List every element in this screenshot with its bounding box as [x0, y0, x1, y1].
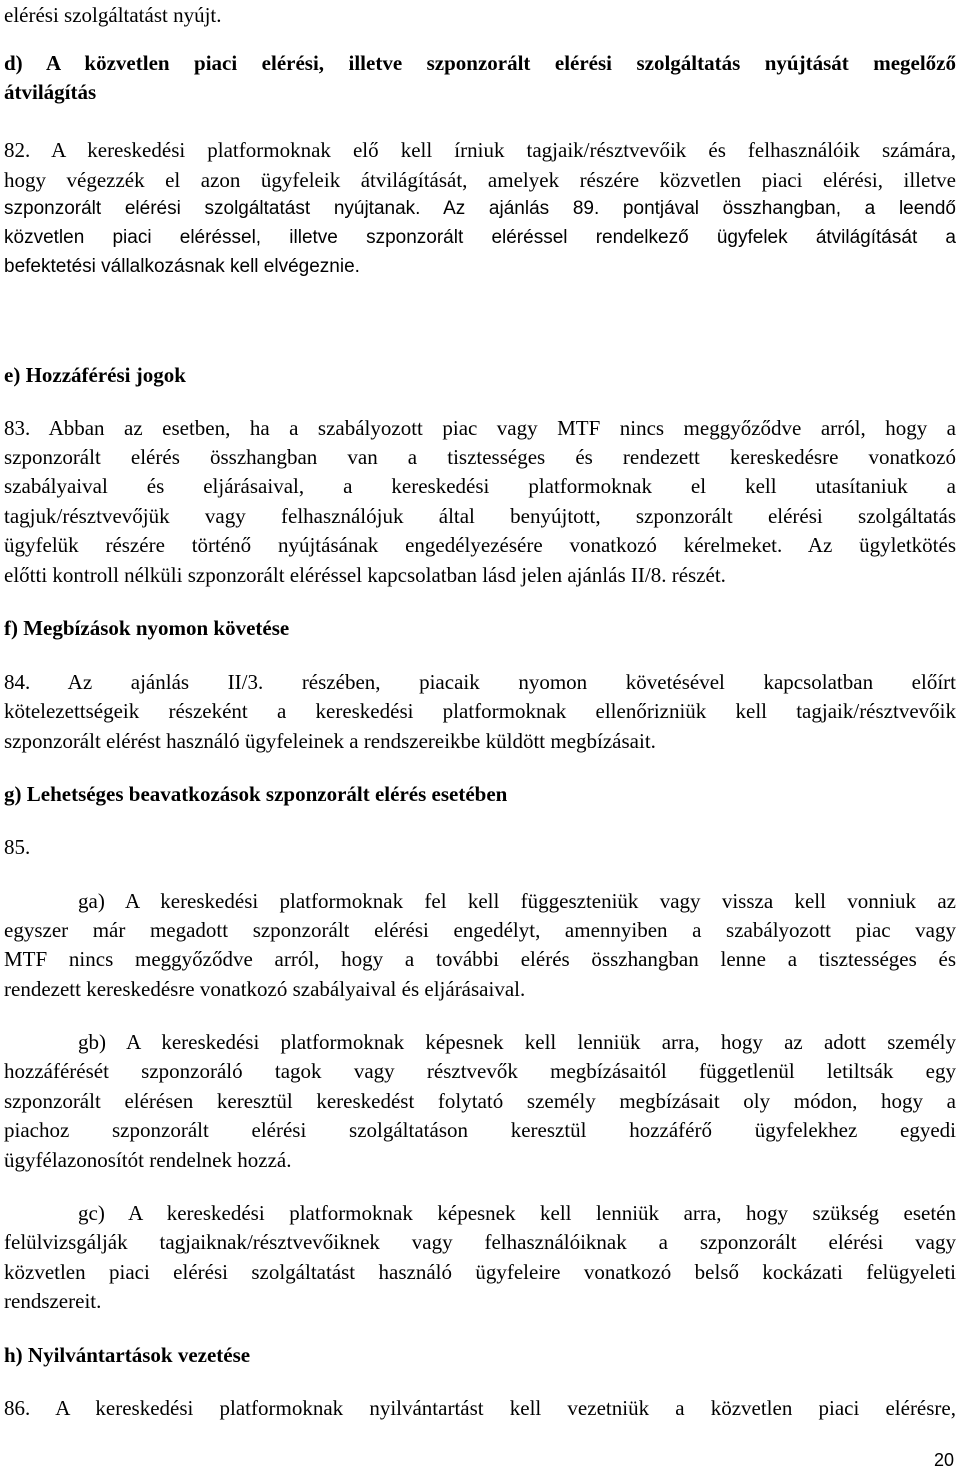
- paragraph-82-line: szponzorált elérési szolgáltatást nyújtanak. Az ajánlás 89. pontjával összhangban, a leendő: [4, 198, 956, 219]
- section-heading-g: g) Lehetséges beavatkozások szponzorált elérés esetében: [4, 782, 508, 806]
- section-heading-h: h) Nyilvántartások vezetése: [4, 1343, 251, 1367]
- section-heading-e: e) Hozzáférési jogok: [4, 363, 186, 387]
- paragraph-82-line: 82. A kereskedési platformoknak elő kell írniuk tagjaik/résztvevőik és felhasználóik számára,: [4, 138, 956, 162]
- paragraph-gb-line: gb) A kereskedési platformoknak képesnek kell lenniük arra, hogy az adott személy: [78, 1030, 956, 1054]
- paragraph-83-line: előtti kontroll nélküli szponzorált eléréssel kapcsolatban lásd jelen ajánlás II/8. részét.: [4, 563, 726, 587]
- paragraph-83-line: ügyfelük részére történő nyújtásának engedélyezésére vonatkozó kérelmeket. Az ügyletkötés: [4, 533, 956, 557]
- paragraph-ga-line: ga) A kereskedési platformoknak fel kell függeszteniük vagy vissza kell vonniuk az: [78, 889, 956, 913]
- paragraph-gc-line: rendszereit.: [4, 1289, 102, 1313]
- section-heading-f: f) Megbízások nyomon követése: [4, 616, 290, 640]
- paragraph-85-number: 85.: [4, 835, 31, 859]
- paragraph-gb-line: piachoz szponzorált elérési szolgáltatáson keresztül hozzáférő ügyfelekhez egyedi: [4, 1118, 956, 1142]
- paragraph-gb-line: ügyfélazonosítót rendelnek hozzá.: [4, 1148, 292, 1172]
- paragraph-82-line: befektetési vállalkozásnak kell elvégeznie.: [4, 256, 360, 277]
- paragraph-gc-line: közvetlen piaci elérési szolgáltatást használó ügyfeleire vonatkozó belső kockázati felügyeleti: [4, 1260, 956, 1284]
- paragraph-83-line: szabályaival és eljárásaival, a kereskedési platformoknak el kell utasítaniuk a: [4, 474, 956, 498]
- paragraph-gc-line: gc) A kereskedési platformoknak képesnek kell lenniük arra, hogy szükség esetén: [78, 1201, 956, 1225]
- paragraph-84-line: kötelezettségeik részeként a kereskedési platformoknak ellenőrizniük kell tagjaik/résztvevőik: [4, 699, 956, 723]
- paragraph-gb-line: hozzáférését szponzoráló tagok vagy résztvevők megbízásaitól függetlenül letiltsák egy: [4, 1059, 956, 1083]
- page-number: 20: [933, 1450, 954, 1470]
- text-line: elérési szolgáltatást nyújt.: [4, 3, 222, 27]
- paragraph-86-line: 86. A kereskedési platformoknak nyilvántartást kell vezetniük a közvetlen piaci elérésre,: [4, 1396, 956, 1420]
- paragraph-gc-line: felülvizsgálják tagjaiknak/résztvevőiknek vagy felhasználóiknak a szponzorált elérési vagy: [4, 1230, 956, 1254]
- paragraph-84-line: szponzorált elérést használó ügyfeleinek a rendszereikbe küldött megbízásait.: [4, 729, 656, 753]
- paragraph-82-line: közvetlen piaci eléréssel, illetve szponzorált eléréssel rendelkező ügyfelek átvilágítását a: [4, 227, 956, 248]
- paragraph-82-line: hogy végezzék el azon ügyfeleik átvilágítását, amelyek részére közvetlen piaci elérési, illetve: [4, 168, 956, 192]
- paragraph-gb-line: szponzorált elérésen keresztül kereskedést folytató személy megbízásait oly módon, hogy a: [4, 1089, 956, 1113]
- section-heading-d-cont: átvilágítás: [4, 80, 97, 104]
- paragraph-84-line: 84. Az ajánlás II/3. részében, piacaik nyomon követésével kapcsolatban előírt: [4, 670, 956, 694]
- paragraph-ga-line: MTF nincs meggyőződve arról, hogy a további elérés összhangban lenne a tisztességes és: [4, 947, 956, 971]
- paragraph-83-line: tagjuk/résztvevőjük vagy felhasználójuk által benyújtott, szponzorált elérési szolgáltatás: [4, 504, 956, 528]
- paragraph-ga-line: egyszer már megadott szponzorált elérési engedélyt, amennyiben a szabályozott piac vagy: [4, 918, 956, 942]
- paragraph-83-line: szponzorált elérés összhangban van a tisztességes és rendezett kereskedésre vonatkozó: [4, 445, 956, 469]
- paragraph-83-line: 83. Abban az esetben, ha a szabályozott piac vagy MTF nincs meggyőződve arról, hogy a: [4, 416, 956, 440]
- paragraph-ga-line: rendezett kereskedésre vonatkozó szabályaival és eljárásaival.: [4, 977, 526, 1001]
- section-heading-d: d) A közvetlen piaci elérési, illetve szponzorált elérési szolgáltatás nyújtását megelőző: [4, 51, 956, 75]
